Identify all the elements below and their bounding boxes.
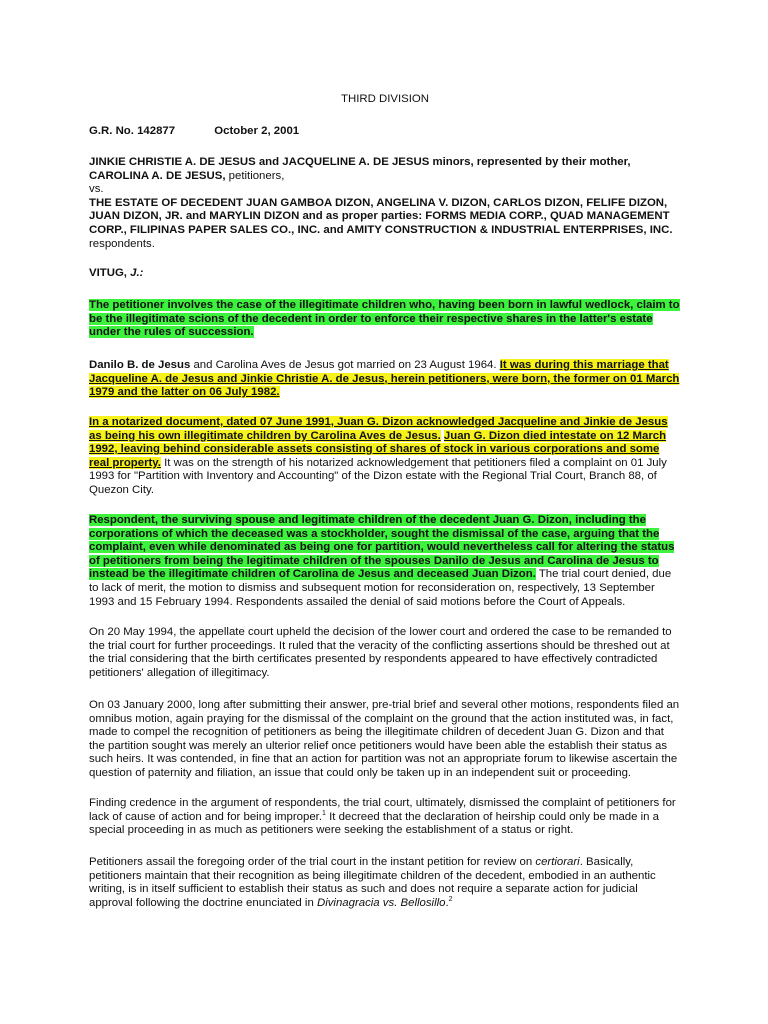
petitioners: JINKIE CHRISTIE A. DE JESUS and JACQUELINE A. DE JESUS minors, represented by their mother, CAROLINA A. DE JESUS, petitioners, (89, 156, 631, 182)
paragraph-1 (89, 299, 681, 340)
case-number-line (89, 125, 681, 139)
paragraph-6: On 03 January 2000, long after submitting their answer, pre-trial brief and several other motions, respondents filed an omnibus motion, again praying for the dismissal of the complaint on the ground that the action instituted was, in fact, made to compel the recognition of petitioners as being the illegitimate children of decedent Juan G. Dizon and that the partition sought was merely an ulterior relief once petitioners would have been able the establish their status as such heirs. It was contended, in fine that an action for partition was not an appropriate forum to likewise ascertain the question of paternity and filiation, an issue that could only be taken up in an independent suit or proceeding. (89, 699, 680, 779)
gr-number: G.R. No. 142877 (89, 125, 176, 137)
highlight-green: Respondent, the surviving spouse and legitimate children of the decedent Juan G. Dizon, including the corporations of which the deceased was a stockholder, sought the dismissal of the case, arguing that the complaint, even while denominated as being one for partition, would nevertheless call for altering the status of petitioners from being the legitimate children of the spouses Danilo de Jesus and Carolina de Jesus to instead be the illegitimate children of Carolina de Jesus and deceased Juan Dizon. (89, 514, 675, 581)
footnote-ref-1[interactable]: 1 (322, 809, 326, 817)
paragraph-4: Respondent, the surviving spouse and legitimate children of the decedent Juan G. Dizon, including the corporations of which the deceased was a stockholder, sought the dismissal of the case, arguing that the complaint, even while denominated as being one for partition, would nevertheless call for altering the status of petitioners from being the legitimate children of the spouses Danilo de Jesus and Carolina de Jesus to instead be the illegitimate children of Carolina de Jesus and deceased Juan Dizon. The trial court denied, due to lack of merit, the motion to dismiss and subsequent motion for reconsideration on, respectively, 13 September 1993 and 15 February 1994. Respondents assailed the denial of said motions before the Court of Appeals. (89, 514, 675, 608)
paragraph-2: Danilo B. de Jesus and Carolina Aves de Jesus got married on 23 August 1964. It was during this marriage that Jacqueline A. de Jesus and Jinkie Christie A. de Jesus, herein petitioners, were born, the former on 01 March 1979 and the latter on 06 July 1982. (89, 359, 680, 399)
decision-date: October 2, 2001 (214, 125, 300, 137)
paragraph-7: Finding credence in the argument of respondents, the trial court, ultimately, dismissed the complaint of petitioners for lack of cause of action and for being improper.$^1$ It decreed that the declaration of heirship could only be made in a special proceeding in as much as petitioners were seeking the establishment of a status or right. (89, 797, 676, 837)
highlight-green: The petitioner involves the case of the illegitimate children who, having been born in lawful wedlock, claim to be the illegitimate scions of the decedent in order to enforce their respective shares in the latter's estate under the rules of succession. (89, 299, 680, 339)
highlight-yellow: It was during this marriage that Jacqueline A. de Jesus and Jinkie Christie A. de Jesus, herein petitioners, were born, the former on 01 March 1979 and the latter on 06 July 1982. (89, 359, 680, 399)
paragraph-5: On 20 May 1994, the appellate court upheld the decision of the lower court and ordered the case to be remanded to the trial court for further proceedings. It ruled that the veracity of the conflicting assertions should be threshed out at the trial considering that the birth certificates presented by respondents appeared to have effectively contradicted petitioners' allegation of illegitimacy. (89, 626, 672, 679)
respondents: THE ESTATE OF DECEDENT JUAN GAMBOA DIZON, ANGELINA V. DIZON, CARLOS DIZON, FELIFE DIZON, JUAN DIZON, JR. and MARYLIN DIZON and as proper parties: FORMS MEDIA CORP., QUAD MANAGEMENT CORP., FILIPINAS PAPER SALES CO., INC. and AMITY CONSTRUCTION & INDUSTRIAL ENTERPRISES, INC. respondents. (89, 196, 673, 250)
highlight-yellow: Juan G. Dizon died intestate on 12 March 1992, leaving behind considerable assets consisting of shares of stock in various corporations and some real property. (89, 429, 667, 469)
ponente: VITUG, J.: (89, 267, 144, 279)
paragraph-3: In a notarized document, dated 07 June 1991, Juan G. Dizon acknowledged Jacqueline and Jinkie de Jesus as being his own illegitimate children by Carolina Aves de Jesus. Juan G. Dizon died intestate on 12 March 1992, leaving behind considerable assets consisting of shares of stock in various corporations and some real property. It was on the strength of his notarized acknowledgement that petitioners filed a complaint on 01 July 1993 for "Partition with Inventory and Accounting" of the Dizon estate with the Regional Trial Court, Branch 88, of Quezon City. (89, 416, 668, 496)
division-heading: THIRD DIVISION (341, 93, 429, 105)
versus: vs. (89, 183, 104, 196)
highlight-yellow: In a notarized document, dated 07 June 1991, Juan G. Dizon acknowledged Jacqueline and Jinkie de Jesus as being his own illegitimate children by Carolina Aves de Jesus. (89, 416, 668, 442)
paragraph-8: Petitioners assail the foregoing order of the trial court in the instant petition for review on certiorari. Basically, petitioners maintain that their recognition as being illegitimate children of the decedent, embodied in an authentic writing, is in itself sufficient to establish their status as such and does not require a separate action for judicial approval following the doctrine enunciated in Divinagracia vs. Bellosillo.$^2$ (89, 856, 656, 909)
case-parties (89, 156, 681, 251)
footnote-ref-2[interactable]: 2 (448, 895, 453, 903)
